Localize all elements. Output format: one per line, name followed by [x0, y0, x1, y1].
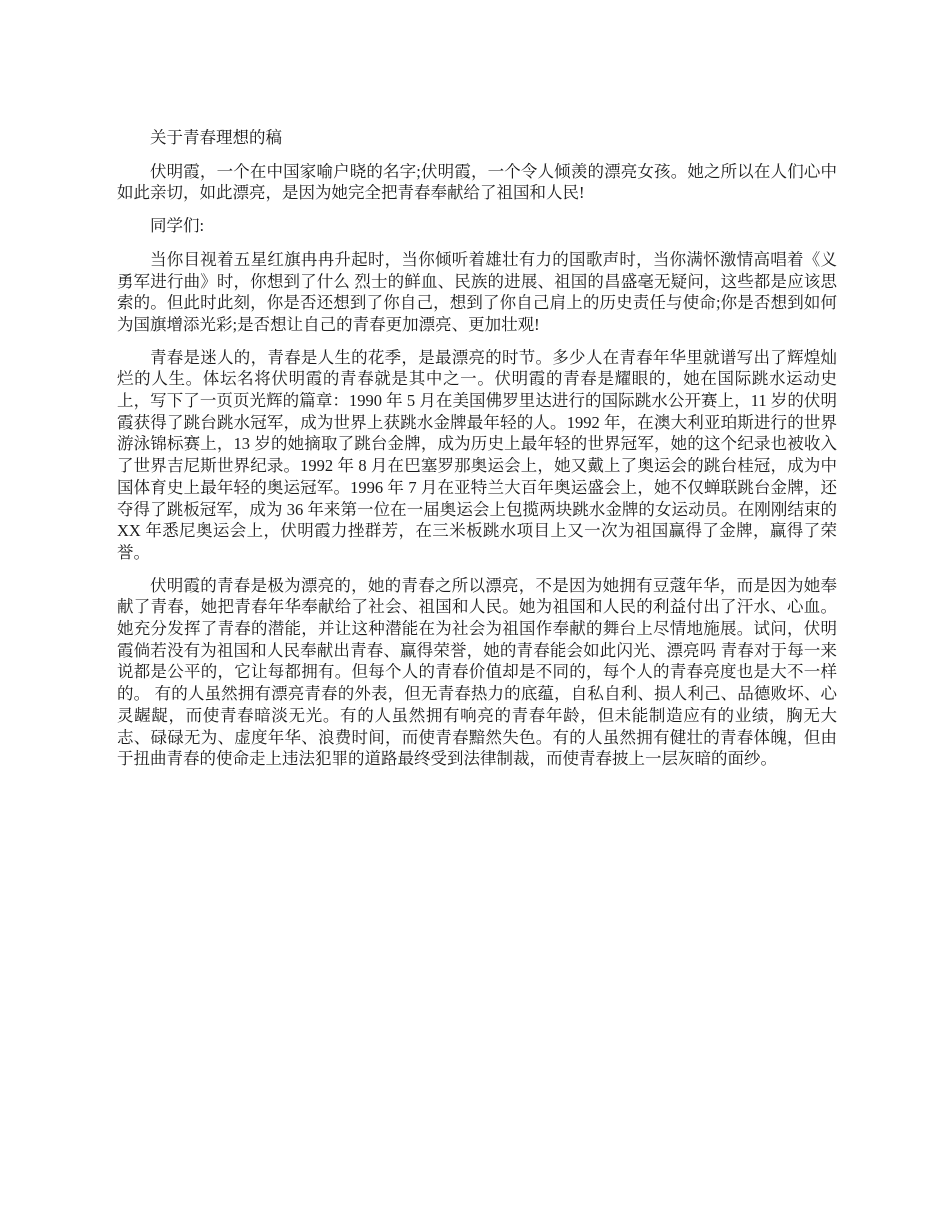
document-title: 关于青春理想的稿: [150, 128, 282, 147]
paragraph-salutation: 同学们:: [150, 216, 205, 236]
document-body: [117, 127, 837, 781]
paragraph-flag: 当你目视着五星红旗冉冉升起时，当你倾听着雄壮有力的国歌声时，当你满怀激情高唱着《义勇军进行曲》时，你想到了什么 烈士的鲜血、民族的进展、祖国的昌盛毫无疑问，这些都是应该思索的。但此时此刻，你是否还想到了你自己，想到了你自己肩上的历史责任与使命;你是否想到如何为国旗增添光彩;是否想让自己的青春更加漂亮、更加壮观!: [117, 249, 837, 334]
paragraph-youth-value: 伏明霞的青春是极为漂亮的，她的青春之所以漂亮，不是因为她拥有豆蔻年华，而是因为她奉献了青春，她把青春年华奉献给了社会、祖国和人民。她为祖国和人民的利益付出了汗水、心血。她充分发挥了青春的潜能，并让这种潜能在为社会为祖国作奉献的舞台上尽情地施展。试问，伏明霞倘若没有为祖国和人民奉献出青春、赢得荣誉，她的青春能会如此闪光、漂亮吗 青春对于每一来说都是公平的，它让每都拥有。但每个人的青春价值却是不同的，每个人的青春亮度也是大不一样的。 有的人虽然拥有漂亮青春的外表，但无青春热力的底蕴，自私自利、损人利己、品德败坏、心灵龌龊，而使青春暗淡无光。有的人虽然拥有响亮的青春年龄，但未能制造应有的业绩，胸无大志、碌碌无为、虚度年华、浪费时间，而使青春黯然失色。有的人虽然拥有健壮的青春体魄，但由于扭曲青春的使命走上违法犯罪的道路最终受到法律制裁，而使青春披上一层灰暗的面纱。: [117, 575, 837, 769]
paragraph-youth-achievements: 青春是迷人的，青春是人生的花季，是最漂亮的时节。多少人在青春年华里就谱写出了辉煌灿烂的人生。体坛名将伏明霞的青春就是其中之一。伏明霞的青春是耀眼的，她在国际跳水运动史上，写下了一页页光辉的篇章：1990 年 5 月在美国佛罗里达进行的国际跳水公开赛上，11 岁的伏明霞获得了跳台跳水冠军，成为世界上获跳水金牌最年轻的人。1992 年，在澳大利亚珀斯进行的世界游泳锦标赛上，13 岁的她摘取了跳台金牌，成为历史上最年轻的世界冠军，她的这个纪录也被收入了世界吉尼斯世界纪录。1992 年 8 月在巴塞罗那奥运会上，她又戴上了奥运会的跳台桂冠，成为中国体育史上最年轻的奥运冠军。1996 年 7 月在亚特兰大百年奥运盛会上，她不仅蝉联跳台金牌，还夺得了跳板冠军，成为 36 年来第一位在一届奥运会上包揽两块跳水金牌的女运动员。在刚刚结束的 XX 年悉尼奥运会上，伏明霞力挫群芳，在三米板跳水项目上又一次为祖国赢得了金牌，赢得了荣誉。: [117, 347, 837, 562]
paragraph-intro: 伏明霞，一个在中国家喻户晓的名字;伏明霞，一个令人倾羡的漂亮女孩。她之所以在人们心中如此亲切，如此漂亮，是因为她完全把青春奉献给了祖国和人民!: [117, 161, 837, 203]
